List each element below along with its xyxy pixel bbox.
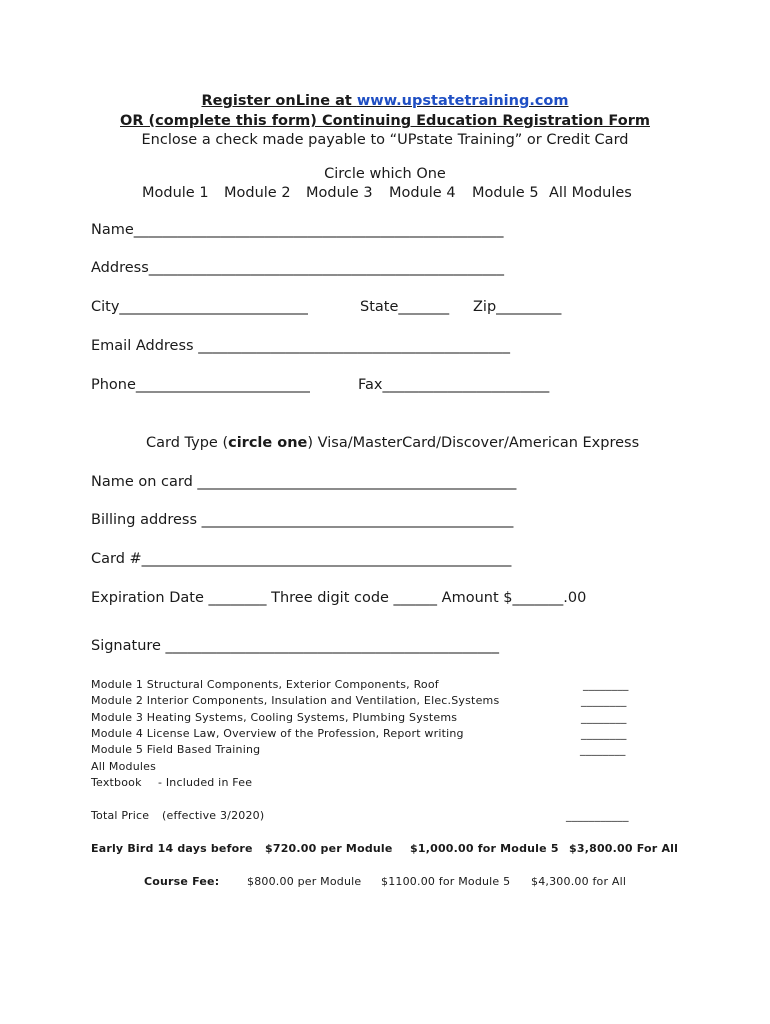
zip-field[interactable]: Zip_________ bbox=[473, 299, 562, 315]
circle-one-emphasis: circle one bbox=[228, 435, 308, 451]
course-module-1-blank[interactable]: ________ bbox=[583, 678, 629, 691]
course-module-5-blank[interactable]: ________ bbox=[580, 743, 626, 756]
form-title: OR (complete this form) Continuing Education Registration Form bbox=[120, 113, 650, 129]
phone-field[interactable]: Phone________________________ bbox=[91, 377, 310, 393]
name-on-card-field[interactable]: Name on card ____________________________________________ bbox=[91, 474, 517, 490]
signature-field[interactable]: Signature ______________________________________________ bbox=[91, 638, 500, 654]
card-number-field[interactable]: Card #___________________________________________________ bbox=[91, 551, 512, 567]
module-1-option[interactable]: Module 1 bbox=[142, 185, 209, 201]
course-fee-module-5: $1100.00 for Module 5 bbox=[381, 875, 511, 888]
module-5-option[interactable]: Module 5 bbox=[472, 185, 539, 201]
textbook-label: Textbook bbox=[91, 776, 142, 789]
early-bird-per-module: $720.00 per Module bbox=[265, 842, 393, 855]
register-online-line bbox=[0, 93, 770, 109]
course-fee-per-module: $800.00 per Module bbox=[247, 875, 362, 888]
course-module-5: Module 5 Field Based Training bbox=[91, 743, 261, 756]
course-all-modules: All Modules bbox=[91, 760, 157, 773]
course-module-1: Module 1 Structural Components, Exterior Components, Roof bbox=[91, 678, 439, 691]
billing-address-field[interactable]: Billing address ___________________________________________ bbox=[91, 512, 514, 528]
module-3-option[interactable]: Module 3 bbox=[306, 185, 373, 201]
early-bird-label: Early Bird 14 days before bbox=[91, 842, 253, 855]
expiration-code-amount-line[interactable]: Expiration Date ________ Three digit code ______ Amount $_______.00 bbox=[91, 590, 587, 606]
module-4-option[interactable]: Module 4 bbox=[389, 185, 456, 201]
total-price-label: Total Price bbox=[91, 809, 150, 822]
total-price-blank[interactable]: ___________ bbox=[566, 809, 629, 822]
state-field[interactable]: State_______ bbox=[360, 299, 450, 315]
fax-field[interactable]: Fax_______________________ bbox=[358, 377, 550, 393]
early-bird-module-5: $1,000.00 for Module 5 bbox=[410, 842, 559, 855]
course-module-4: Module 4 License Law, Overview of the Profession, Report writing bbox=[91, 727, 464, 740]
total-price-note: (effective 3/2020) bbox=[162, 809, 265, 822]
website-link[interactable]: www.upstatetraining.com bbox=[356, 93, 569, 109]
early-bird-all: $3,800.00 For All bbox=[569, 842, 679, 855]
register-prefix: Register onLine at bbox=[201, 93, 357, 109]
course-module-4-blank[interactable]: ________ bbox=[581, 727, 627, 740]
module-2-option[interactable]: Module 2 bbox=[224, 185, 291, 201]
course-fee-label: Course Fee: bbox=[144, 875, 220, 888]
all-modules-option[interactable]: All Modules bbox=[549, 185, 632, 201]
course-module-2-blank[interactable]: ________ bbox=[581, 694, 627, 707]
payment-instructions: Enclose a check made payable to “UPstate Training” or Credit Card bbox=[141, 132, 629, 148]
course-module-3: Module 3 Heating Systems, Cooling Systems, Plumbing Systems bbox=[91, 711, 458, 724]
course-module-3-blank[interactable]: ________ bbox=[581, 711, 627, 724]
card-type-prefix: Card Type ( bbox=[146, 435, 229, 451]
card-type-options: ) Visa/MasterCard/Discover/American Express bbox=[307, 435, 640, 451]
textbook-note: - Included in Fee bbox=[158, 776, 253, 789]
course-fee-all: $4,300.00 for All bbox=[531, 875, 627, 888]
city-field[interactable]: City__________________________ bbox=[91, 299, 308, 315]
email-field[interactable]: Email Address ___________________________________________ bbox=[91, 338, 510, 354]
card-type-line[interactable] bbox=[146, 435, 639, 451]
circle-prompt: Circle which One bbox=[324, 166, 446, 182]
course-module-2: Module 2 Interior Components, Insulation and Ventilation, Elec.Systems bbox=[91, 694, 500, 707]
name-field[interactable]: Name___________________________________________________ bbox=[91, 222, 504, 238]
address-field[interactable]: Address_________________________________________________ bbox=[91, 260, 504, 276]
